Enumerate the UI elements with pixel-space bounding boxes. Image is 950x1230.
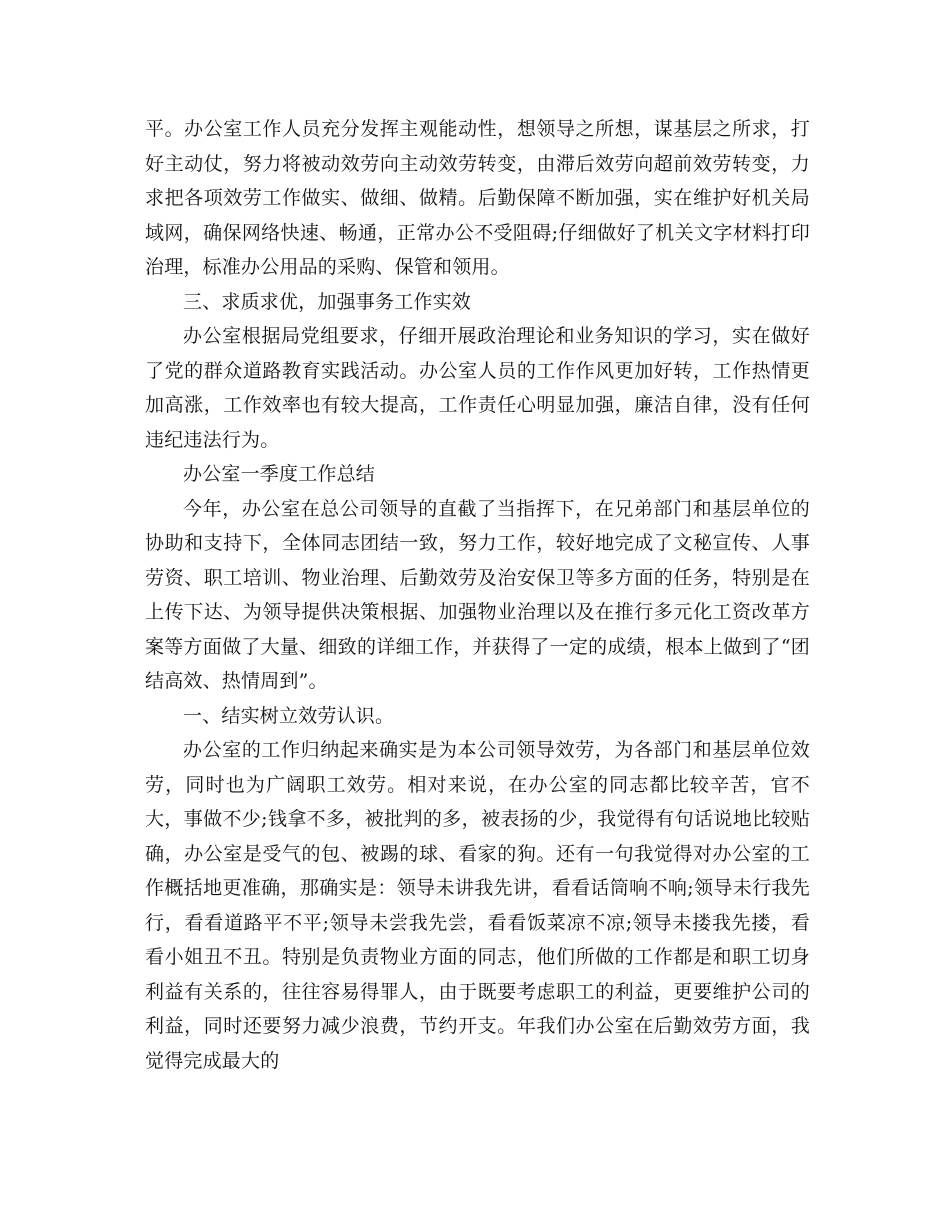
document-body <box>145 112 810 1078</box>
document-title-quarterly-summary: 办公室一季度工作总结 <box>183 463 376 485</box>
section-heading-one: 一、结实树立效劳认识。 <box>183 704 395 727</box>
section-heading-three: 三、求质求优，加强事务工作实效 <box>183 290 472 313</box>
paragraph: 办公室的工作归纳起来确实是为本公司领导效劳，为各部门和基层单位效劳，同时也为广阔职工效劳。相对来说，在办公室的同志都比较辛苦，官不大，事做不少;钱拿不多，被批判的多，被表扬的少，我觉得有句话说地比较贴确，办公室是受气的包、被踢的球、看家的狗。还有一句我觉得对办公室的工作概括地更准确，那确实是：领导未讲我先讲，看看话筒响不响;领导未行我先行，看看道路平不平;领导未尝我先尝，看看饭菜凉不凉;领导未搂我先搂，看看小姐丑不丑。特别是负责物业方面的同志，他们所做的工作都是和职工切身利益有关系的，往往容易得罪人，由于既要考虑职工的利益，更要维护公司的利益，同时还要努力减少浪费，节约开支。年我们办公室在后勤效劳方面，我觉得完成最大的 <box>145 739 810 1072</box>
paragraph: 办公室根据局党组要求，仔细开展政治理论和业务知识的学习，实在做好了党的群众道路教育实践活动。办公室人员的工作作风更加好转，工作热情更加高涨，工作效率也有较大提高，工作责任心明显加强，廉洁自律，没有任何违纪违法行为。 <box>145 325 810 451</box>
paragraph: 今年，办公室在总公司领导的直截了当指挥下，在兄弟部门和基层单位的协助和支持下，全体同志团结一致，努力工作，较好地完成了文秘宣传、人事劳资、职工培训、物业治理、后勤效劳及治安保卫等多方面的任务，特别是在上传下达、为领导提供决策根据、加强物业治理以及在推行多元化工资改革方案等方面做了大量、细致的详细工作，并获得了一定的成绩，根本上做到了“团结高效、热情周到”。 <box>145 497 810 692</box>
paragraph-continuation: 平。办公室工作人员充分发挥主观能动性，想领导之所想，谋基层之所求，打好主动仗，努力将被动效劳向主动效劳转变，由滞后效劳向超前效劳转变，力求把各项效劳工作做实、做细、做精。后勤保障不断加强，实在维护好机关局域网，确保网络快速、畅通，正常办公不受阻碍;仔细做好了机关文字材料打印治理，标准办公用品的采购、保管和领用。 <box>145 118 810 278</box>
